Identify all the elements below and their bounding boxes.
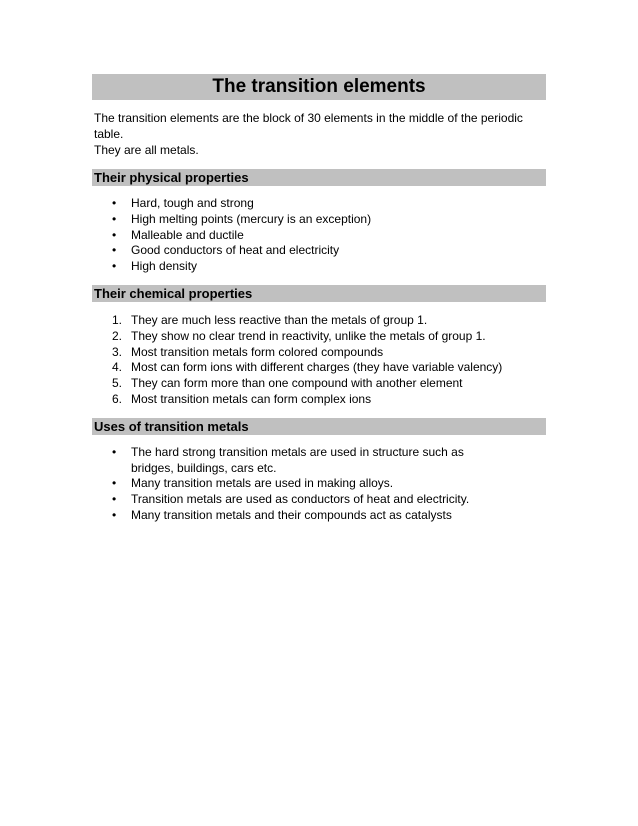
bullet-marker: • <box>112 211 117 226</box>
bullet-marker: • <box>112 492 117 507</box>
list-item <box>92 476 546 492</box>
number-marker: 6. <box>112 391 123 406</box>
bullet-marker: • <box>112 444 117 459</box>
list-item <box>92 212 546 228</box>
list-item-text: Malleable and ductile <box>131 227 244 242</box>
uses-heading: Uses of transition metals <box>92 418 546 435</box>
list-item <box>92 329 546 345</box>
physical-properties-heading: Their physical properties <box>92 169 546 186</box>
list-item-text: Transition metals are used as conductors of heat and electricity. <box>131 492 470 507</box>
list-item-text: They show no clear trend in reactivity, unlike the metals of group 1. <box>131 328 486 343</box>
bullet-marker: • <box>112 227 117 242</box>
list-item <box>92 313 546 329</box>
list-item <box>92 228 546 244</box>
list-item-text: High density <box>131 259 198 274</box>
list-item-text: Many transition metals and their compounds act as catalysts <box>131 507 452 522</box>
list-item-text: Most transition metals form colored compounds <box>131 344 384 359</box>
list-item <box>92 259 546 275</box>
uses-list <box>92 445 546 524</box>
number-marker: 5. <box>112 376 123 391</box>
bullet-marker: • <box>112 259 117 274</box>
list-item <box>92 392 546 408</box>
list-item <box>92 492 546 508</box>
number-marker: 4. <box>112 360 123 375</box>
list-item <box>92 376 546 392</box>
list-item <box>92 508 546 524</box>
page-title: The transition elements <box>92 74 546 100</box>
bullet-marker: • <box>112 507 117 522</box>
list-item <box>92 243 546 259</box>
intro-line-2: They are all metals. <box>94 143 199 157</box>
number-marker: 2. <box>112 328 123 343</box>
list-item <box>92 196 546 212</box>
chemical-properties-list <box>92 313 546 408</box>
physical-properties-list <box>92 196 546 275</box>
number-marker: 1. <box>112 312 123 327</box>
list-item-text: Hard, tough and strong <box>131 196 254 210</box>
bullet-marker: • <box>112 243 117 258</box>
document-page <box>92 74 546 524</box>
list-item-text: Most can form ions with different charges (they have variable valency) <box>131 360 503 375</box>
list-item-text: Many transition metals are used in making alloys. <box>131 476 394 491</box>
list-item-text: The hard strong transition metals are used in structure such as bridges, buildings, cars etc. <box>131 444 464 475</box>
bullet-marker: • <box>112 196 117 210</box>
list-item-text: High melting points (mercury is an exception) <box>131 211 372 226</box>
list-item <box>92 360 546 376</box>
list-item-text: They can form more than one compound with another element <box>131 376 463 391</box>
intro-paragraph <box>92 110 546 158</box>
list-item <box>92 345 546 361</box>
list-item <box>92 445 546 477</box>
list-item-text: Most transition metals can form complex ions <box>131 391 372 406</box>
intro-line-1: The transition elements are the block of 30 elements in the middle of the periodic table. <box>94 111 523 141</box>
bullet-marker: • <box>112 476 117 491</box>
chemical-properties-heading: Their chemical properties <box>92 285 546 302</box>
list-item-text: They are much less reactive than the metals of group 1. <box>131 312 428 327</box>
list-item-text: Good conductors of heat and electricity <box>131 243 340 258</box>
number-marker: 3. <box>112 344 123 359</box>
